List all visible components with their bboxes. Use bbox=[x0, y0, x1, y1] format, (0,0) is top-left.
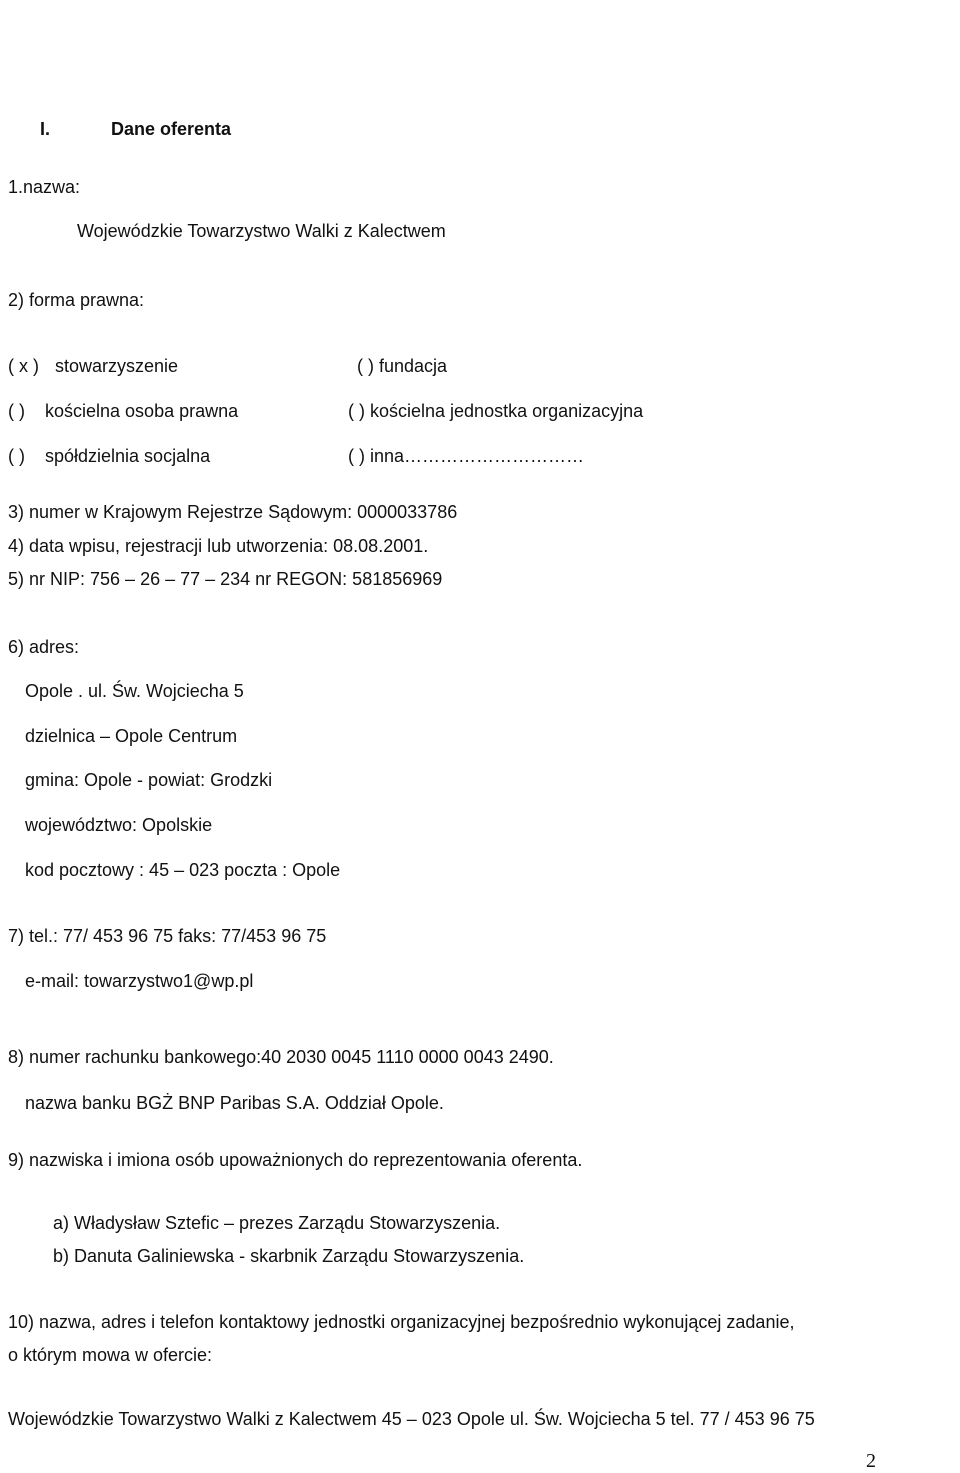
representative-item: b) Danuta Galiniewska - skarbnik Zarządu Stowarzyszenia. bbox=[53, 1246, 525, 1266]
nip-regon: 5) nr NIP: 756 – 26 – 77 – 234 nr REGON: 581856969 bbox=[8, 569, 443, 589]
legal-form-label: 2) forma prawna: bbox=[8, 290, 145, 310]
representative-item: a) Władysław Sztefic – prezes Zarządu Stowarzyszenia. bbox=[53, 1213, 501, 1233]
section-number: I. bbox=[40, 119, 51, 139]
registration-date: 4) data wpisu, rejestracji lub utworzenia: 08.08.2001. bbox=[8, 536, 429, 556]
name-label: 1.nazwa: bbox=[8, 177, 81, 197]
representatives-label: 9) nazwiska i imiona osób upoważnionych do reprezentowania oferenta. bbox=[8, 1150, 583, 1170]
address-postal: kod pocztowy : 45 – 023 poczta : Opole bbox=[25, 860, 341, 880]
unit-value: Wojewódzkie Towarzystwo Walki z Kalectwem 45 – 023 Opole ul. Św. Wojciecha 5 tel. 77 / 453 96 75 bbox=[8, 1409, 815, 1429]
legal-form-mark-stowarzyszenie: ( x ) bbox=[8, 356, 39, 376]
address-commune: gmina: Opole - powiat: Grodzki bbox=[25, 770, 273, 790]
legal-form-option-koscielna-jednostka: ( ) kościelna jednostka organizacyjna bbox=[348, 401, 644, 421]
legal-form-mark-spoldzielnia-socjalna: ( ) bbox=[8, 446, 25, 466]
address-voivodeship: województwo: Opolskie bbox=[25, 815, 213, 835]
section-title: Dane oferenta bbox=[111, 119, 232, 139]
legal-form-option-fundacja: ( ) fundacja bbox=[357, 356, 448, 376]
phone-fax: 7) tel.: 77/ 453 96 75 faks: 77/453 96 75 bbox=[8, 926, 327, 946]
unit-label-line1: 10) nazwa, adres i telefon kontaktowy jednostki organizacyjnej bezpośrednio wykonującej zadanie, bbox=[8, 1312, 795, 1332]
page-number: 2 bbox=[866, 1450, 876, 1472]
legal-form-option-spoldzielnia-socjalna: spółdzielnia socjalna bbox=[45, 446, 211, 466]
legal-form-mark-koscielna-osoba-prawna: ( ) bbox=[8, 401, 25, 421]
address-street: Opole . ul. Św. Wojciecha 5 bbox=[25, 681, 244, 701]
legal-form-option-koscielna-osoba-prawna: kościelna osoba prawna bbox=[45, 401, 239, 421]
email: e-mail: towarzystwo1@wp.pl bbox=[25, 971, 254, 991]
legal-form-option-stowarzyszenie: stowarzyszenie bbox=[55, 356, 179, 376]
bank-name: nazwa banku BGŻ BNP Paribas S.A. Oddział Opole. bbox=[25, 1093, 444, 1113]
legal-form-option-inna: ( ) inna………………………… bbox=[348, 446, 585, 466]
unit-label-line2: o którym mowa w ofercie: bbox=[8, 1345, 213, 1365]
address-district: dzielnica – Opole Centrum bbox=[25, 726, 238, 746]
krs-number: 3) numer w Krajowym Rejestrze Sądowym: 0000033786 bbox=[8, 502, 458, 522]
address-label: 6) adres: bbox=[8, 637, 80, 657]
organization-name: Wojewódzkie Towarzystwo Walki z Kalectwem bbox=[77, 221, 446, 241]
bank-account: 8) numer rachunku bankowego:40 2030 0045 1110 0000 0043 2490. bbox=[8, 1047, 554, 1067]
